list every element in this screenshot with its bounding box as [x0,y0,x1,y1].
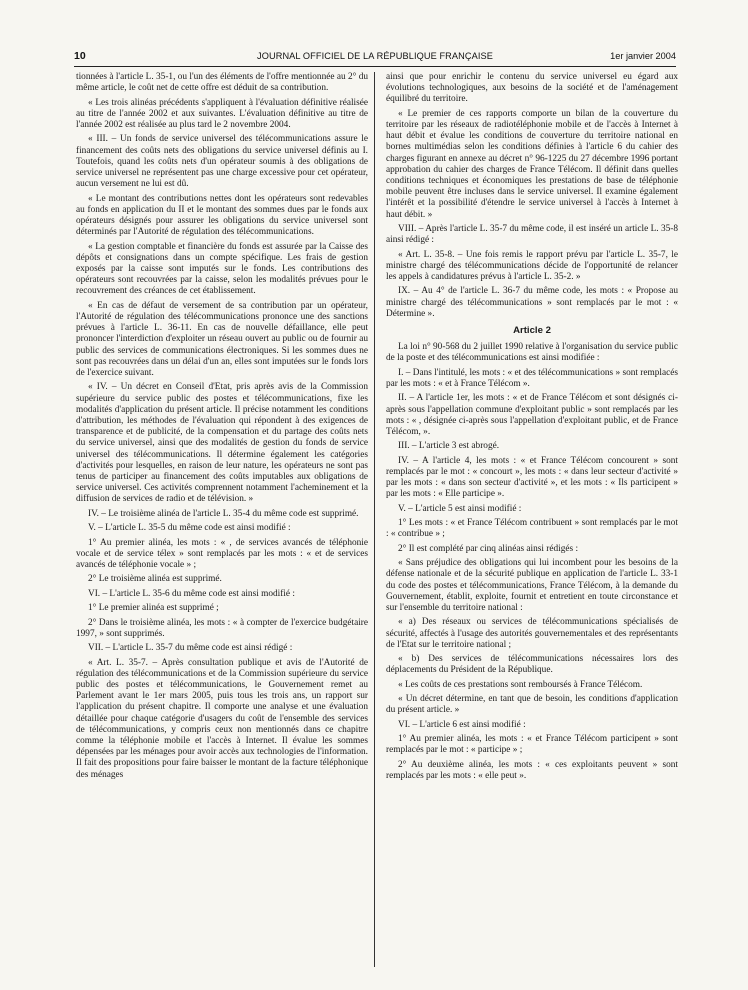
paragraph: III. – L'article 3 est abrogé. [398,441,500,452]
paragraph: IX. – Au 4° de l'article L. 36-7 du même code, les mots : « Propose au ministre chargé des télécommunications » sont remplacés par le mot : « Détermine ». [386,286,678,319]
left-column [76,72,368,784]
paragraph: « En cas de défaut de versement de sa contribution par un opérateur, l'Autorité de régulation des télécommunications prononce une des sanctions prévues à l'article L. 36-11. En cas de nouvelle défaillance, elle peut prononcer l'interdiction d'exploiter un réseau ouvert au public ou de fournir au public des services de communications électroniques. Si les sommes dues ne sont pas recouvrées dans un délai d'un an, elles sont imputées sur le fonds lors de l'exercice suivant. [76,300,368,379]
paragraph: 1° Au premier alinéa, les mots : « et France Télécom participent » sont remplacés par le mot : « participe » ; [386,734,678,756]
paragraph: « Le montant des contributions nettes dont les opérateurs sont redevables au fonds en application du II et le montant des sommes dues par le fonds aux opérateurs désignés pour assurer les obligations du service universel sont déterminés par l'Autorité de régulation des télécommunications. [76,193,368,238]
paragraph: V. – L'article L. 35-5 du même code est ainsi modifié : [88,523,291,534]
paragraph: « b) Des services de télécommunications nécessaires lors des déplacements du Président de la République. [386,654,678,676]
article-heading: Article 2 [513,325,551,337]
paragraph: La loi n° 90-568 du 2 juillet 1990 relative à l'organisation du service public de la poste et des télécommunications est ainsi modifiée : [386,342,678,364]
paragraph: « Sans préjudice des obligations qui lui incombent pour les besoins de la défense nationale et de la sécurité publique en application de l'article L. 33-1 du code des postes et télécommunications, France Télécom, à la demande du Gouvernement, établit, exploite, fournit et entretient en toute circonstance et sur l'ensemble du territoire national : [386,558,678,613]
paragraph: IV. – A l'article 4, les mots : « et France Télécom concourent » sont remplacés par le mot : « concourt », les mots : « dans leur secteur d'activité » par les mots : « dans son secteur d'activité », et les mots : « Ils participent » par les mots : « Elle participe ». [386,455,678,500]
paragraph: 2° Le troisième alinéa est supprimé. [88,574,222,585]
journal-title: JOURNAL OFFICIEL DE LA RÉPUBLIQUE FRANÇAISE [257,51,493,61]
page-header [74,49,676,63]
paragraph: 1° Les mots : « et France Télécom contribuent » sont remplacés par le mot : « contribue » ; [386,518,678,540]
paragraph: VI. – L'article L. 35-6 du même code est ainsi modifié : [88,588,295,599]
paragraph: VI. – L'article 6 est ainsi modifié : [398,719,526,730]
paragraph: 2° Il est complété par cinq alinéas ainsi rédigés : [398,543,579,554]
paragraph: VII. – L'article L. 35-7 du même code est ainsi rédigé : [88,643,293,654]
paragraph: VIII. – Après l'article L. 35-7 du même code, il est inséré un article L. 35-8 ainsi rédigé : [386,224,678,246]
paragraph: « Art. L. 35-7. – Après consultation publique et avis de l'Autorité de régulation des télécommunications et de la Commission supérieure du service public des postes et télécommunications, le Gouvernement remet au Parlement avant le 1er mars 2005, puis tous les trois ans, un rapport sur l'application du présent chapitre. Il comporte une analyse et une évaluation détaillée pour chaque catégorie d'usagers du coût de l'ensemble des services de télécommunications, y compris ceux non mentionnés dans ce chapitre comme la téléphonie mobile et l'accès à Internet. Il évalue les sommes dépensées par les ménages pour avoir accès aux technologies de l'information. Il fait des propositions pour faire baisser le montant de la facture téléphonique des ménages [76,657,368,780]
paragraph: « a) Des réseaux ou services de télécommunications spécialisés de sécurité, affectés à l'usage des autorités gouvernementales et des représentants de l'Etat sur le territoire national ; [386,617,678,650]
paragraph: 1° Au premier alinéa, les mots : « , de services avancés de téléphonie vocale et de service télex » sont remplacés par les mots : « et de services avancés de téléphonie vocale » ; [76,537,368,571]
paragraph: « Le premier de ces rapports comporte un bilan de la couverture du territoire par les réseaux de radiotéléphonie mobile et de l'accès à Internet à haut débit et évalue les conditions de couverture du territoire national en bornes multimédias selon les conditions définies à l'article 6 du cahier des charges figurant en annexe au décret n° 96-1225 du 27 décembre 1996 portant approbation du cahier des charges de France Télécom. Il définit dans quelles conditions techniques et économiques les prestations de base de téléphonie mobile peuvent être incluses dans le service universel. Il examine également l'intérêt et la possibilité d'étendre le service universel à l'accès à Internet à haut débit. » [386,108,678,220]
paragraph: IV. – Le troisième alinéa de l'article L. 35-4 du même code est supprimé. [88,508,359,519]
paragraph: ainsi que pour enrichir le contenu du service universel eu égard aux évolutions technologiques, aux besoins de la société et de l'aménagement équilibré du territoire. [386,72,678,105]
paragraph: « Les coûts de ces prestations sont remboursés à France Télécom. [398,679,643,690]
issue-date: 1er janvier 2004 [610,51,676,61]
paragraph: II. – A l'article 1er, les mots : « et de France Télécom et sont désignés ci-après sous l'appellation commune d'exploitant public » sont remplacés par les mots : « , désignée ci-après sous l'appellation d'exploitant public, et de France Télécom, ». [386,393,678,438]
paragraph: 2° Dans le troisième alinéa, les mots : « à compter de l'exercice budgétaire 1997, » sont supprimés. [76,617,368,639]
paragraph: 1° Le premier alinéa est supprimé ; [88,603,219,614]
paragraph: V. – L'article 5 est ainsi modifié : [398,503,522,514]
column-divider [374,72,375,967]
paragraph: tionnées à l'article L. 35-1, ou l'un des éléments de l'offre mentionnée au 2° du même article, le coût net de cette offre est déduit de sa contribution. [76,72,368,94]
paragraph: « Un décret détermine, en tant que de besoin, les conditions d'application du présent article. » [386,694,678,716]
page-number: 10 [74,50,86,62]
paragraph: 2° Au deuxième alinéa, les mots : « ces exploitants peuvent » sont remplacés par les mots : « elle peut ». [386,759,678,781]
paragraph: « IV. – Un décret en Conseil d'Etat, pris après avis de la Commission supérieure du service public des postes et télécommunications, fixe les modalités d'application du présent article. Il précise notamment les conditions d'attribution, les méthodes de l'évaluation qui répondent à des exigences de transparence et de publicité, de la compensation et du partage des coûts nets du service universel, ainsi que des modalités de gestion du fonds de service universel des télécommunications. Il détermine également les catégories d'activités pour lesquelles, en raison de leur nature, les opérateurs ne sont pas tenus de participer au financement des coûts imputables aux obligations de service universel. Ces activités comprennent notamment l'acheminement et la diffusion de services de radio et de télévision. » [76,382,368,505]
paragraph: « Art. L. 35-8. – Une fois remis le rapport prévu par l'article L. 35-7, le ministre chargé des télécommunications décide de l'opportunité de relancer les appels à candidatures prévus à l'article L. 35-2. » [386,249,678,283]
paragraph: I. – Dans l'intitulé, les mots : « et des télécommunications » sont remplacés par les mots : « et à France Télécom ». [386,367,678,390]
paragraph: « La gestion comptable et financière du fonds est assurée par la Caisse des dépôts et consignations dans un compte spécifique. Les frais de gestion exposés par la caisse sont imputés sur le fonds. Les contributions des opérateurs sont recouvrées par la caisse, selon les modalités prévues pour le recouvrement des créances de cet établissement. [76,241,368,297]
paragraph: « III. – Un fonds de service universel des télécommunications assure le financement des coûts nets des obligations du service universel définis au I. Toutefois, quand les coûts nets d'un opérateur soumis à des obligations de service universel ne représentent pas une charge excessive pour cet opérateur, aucun versement ne lui est dû. [76,134,368,190]
header-rule [74,66,676,67]
paragraph: « Les trois alinéas précédents s'appliquent à l'évaluation définitive réalisée au titre de l'année 2002 et aux suivantes. L'évaluation définitive au titre de l'année 2002 est réalisée au plus tard le 2 novembre 2004. [76,97,368,130]
right-column [386,72,678,785]
